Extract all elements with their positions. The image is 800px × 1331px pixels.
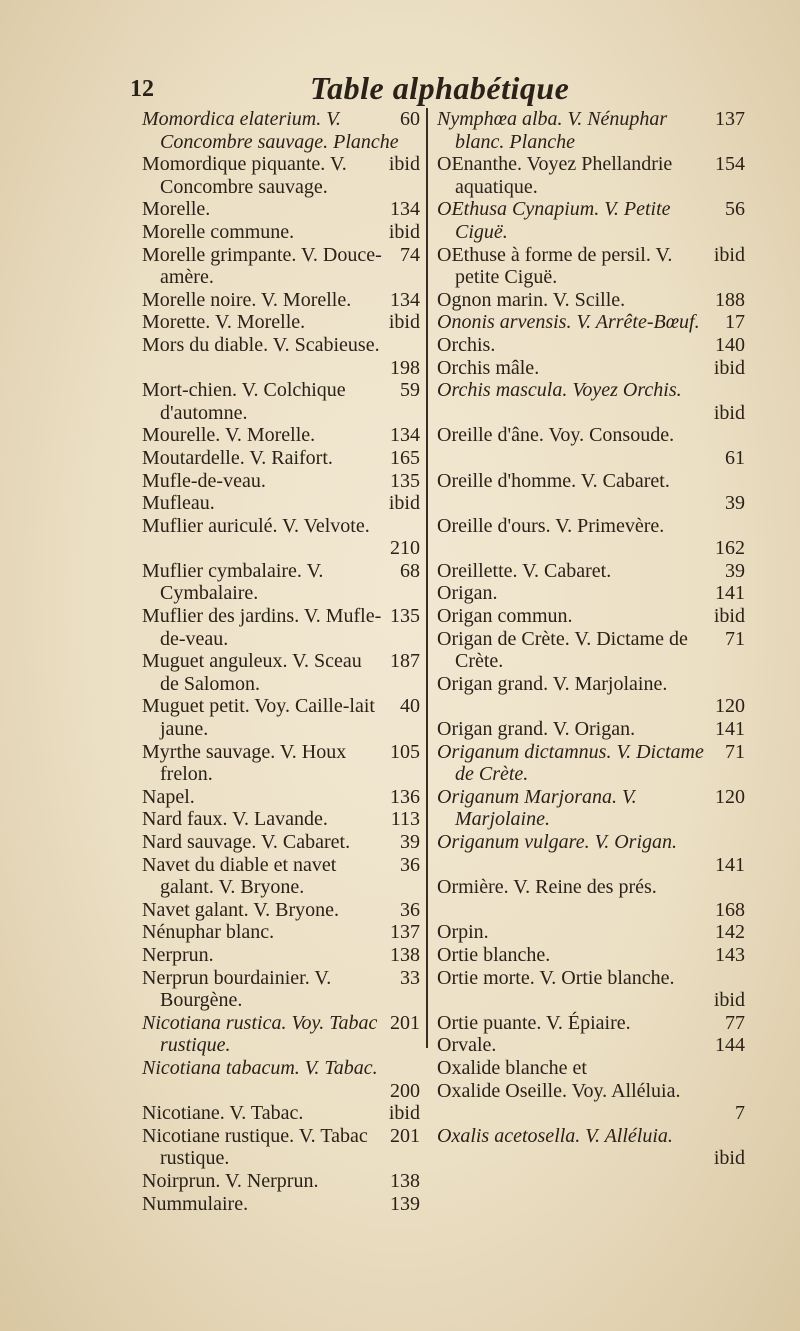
index-entry	[142, 311, 420, 334]
index-entry	[142, 198, 420, 221]
index-entry-page-ref: 141	[715, 853, 745, 876]
index-entry-page-ref: ibid	[713, 243, 745, 266]
index-entry-text: Oxalis acetosella. V. Alléluia.	[437, 1124, 673, 1147]
index-entry	[437, 198, 745, 243]
index-entry	[437, 786, 745, 831]
index-entry-page-ref: ibid	[713, 401, 745, 424]
index-entry-page-ref: 40	[400, 695, 420, 718]
right-column	[437, 108, 745, 1170]
index-entry	[142, 153, 420, 198]
index-entry	[437, 289, 745, 312]
index-entry	[437, 1057, 745, 1080]
index-entry	[142, 605, 420, 650]
index-entry-text: Morette. V. Morelle.	[142, 311, 306, 334]
index-entry-text: Oxalide Oseille. Voy. Alléluia.	[437, 1079, 681, 1102]
index-entry-page-ref: 135	[390, 469, 420, 492]
index-entry	[437, 244, 745, 289]
index-entry	[142, 786, 420, 809]
index-entry-text: OEthuse à forme de persil. V. petite Ciguë.	[437, 243, 673, 289]
index-entry-text: Origan grand. V. Marjolaine.	[437, 672, 668, 695]
index-entry-page-ref: ibid	[713, 989, 745, 1012]
index-entry-text: Origan grand. V. Origan.	[437, 718, 636, 741]
index-entry-page-ref: 134	[390, 424, 420, 447]
index-entry	[142, 1170, 420, 1193]
index-entry-text: Orchis.	[437, 333, 496, 356]
index-entry-text: Muflier auriculé. V. Velvote.	[142, 514, 370, 537]
index-entry-page-ref: 74	[400, 243, 420, 266]
index-entry-page-ref: 60	[400, 108, 420, 130]
index-entry	[142, 741, 420, 786]
index-entry-text: Nard sauvage. V. Cabaret.	[142, 831, 351, 853]
index-entry-text: Mort-chien. V. Colchique d'automne.	[142, 379, 346, 424]
index-entry-text: Muflier des jardins. V. Mufle-de-veau.	[142, 605, 382, 650]
index-entry-text: Origanum dictamnus. V. Dictame de Crète.	[437, 740, 704, 786]
index-entry	[142, 492, 420, 515]
index-entry	[437, 108, 745, 153]
index-entry-page-ref: 134	[390, 198, 420, 221]
index-entry-page-ref: 134	[390, 288, 420, 311]
index-entry	[437, 605, 745, 628]
index-entry	[437, 673, 745, 718]
index-entry	[437, 153, 745, 198]
index-entry-page-ref: 137	[715, 108, 745, 130]
page-header	[130, 70, 690, 110]
index-entry-page-ref: 113	[390, 808, 420, 831]
index-entry-text: Origanum Marjorana. V. Marjolaine.	[437, 785, 637, 831]
index-entry-page-ref: 141	[715, 582, 745, 605]
index-entry	[142, 560, 420, 605]
index-entry-page-ref: 39	[725, 559, 745, 582]
index-entry-page-ref: 138	[390, 943, 420, 966]
index-entry-text: Muguet petit. Voy. Caille-lait jaune.	[142, 695, 375, 741]
index-entry-page-ref: 201	[390, 1011, 420, 1034]
index-entry-page-ref: 56	[725, 198, 745, 221]
index-entry-text: Oxalide blanche et	[437, 1056, 587, 1079]
index-entry-text: Noirprun. V. Nerprun.	[142, 1169, 319, 1192]
index-entry	[437, 379, 745, 424]
index-entry-text: Nicotiana rustica. Voy. Tabac rustique.	[142, 1011, 378, 1057]
index-entry-text: OEnanthe. Voyez Phellandrie aquatique.	[437, 153, 673, 198]
index-entry-text: Nicotiana tabacum. V. Tabac.	[142, 1056, 378, 1079]
index-entry	[142, 899, 420, 922]
index-entry-page-ref: 138	[390, 1169, 420, 1192]
index-entry-text: Orvale.	[437, 1034, 497, 1057]
index-entry-text: Origan.	[437, 582, 498, 605]
index-entry	[437, 424, 745, 469]
index-entry-page-ref: 71	[725, 740, 745, 763]
index-entry-page-ref: 154	[715, 153, 745, 176]
index-entry-text: Mourelle. V. Morelle.	[142, 424, 316, 447]
index-entry	[142, 1193, 420, 1216]
index-entry	[142, 108, 420, 153]
index-entry-page-ref: 77	[725, 1011, 745, 1034]
index-entry-text: Napel.	[142, 785, 195, 808]
index-entry-text: Moutardelle. V. Raifort.	[142, 446, 333, 469]
index-entry-text: Mors du diable. V. Scabieuse.	[142, 333, 380, 356]
index-entry	[437, 876, 745, 921]
index-entry-text: Morelle grimpante. V. Douce-amère.	[142, 243, 382, 289]
index-entry	[142, 1102, 420, 1125]
index-entry-page-ref: 120	[715, 695, 745, 718]
index-entry-text: Ormière. V. Reine des prés.	[437, 876, 657, 899]
index-entry-page-ref: 61	[725, 446, 745, 469]
index-entry-page-ref: 188	[715, 288, 745, 311]
index-entry	[437, 582, 745, 605]
index-entry-page-ref: ibid	[388, 220, 420, 243]
index-entry-text: Nummulaire.	[142, 1192, 249, 1215]
index-entry-text: Origanum vulgare. V. Origan.	[437, 831, 677, 853]
index-entry-text: Oreille d'âne. Voy. Consoude.	[437, 424, 675, 447]
index-entry-text: Orpin.	[437, 921, 489, 944]
page-title: Table alphabétique	[310, 70, 570, 106]
index-entry-page-ref: 201	[390, 1124, 420, 1147]
index-entry	[437, 1034, 745, 1057]
index-entry-text: Muguet anguleux. V. Sceau de Salomon.	[142, 650, 362, 695]
index-entry-page-ref: 141	[715, 718, 745, 741]
index-entry-page-ref: 162	[715, 537, 745, 560]
index-entry	[142, 1012, 420, 1057]
index-entry-page-ref: ibid	[388, 1102, 420, 1125]
index-entry-page-ref: ibid	[713, 605, 745, 628]
index-entry	[437, 628, 745, 673]
index-entry-text: Morelle noire. V. Morelle.	[142, 288, 352, 311]
index-entry	[437, 560, 745, 583]
index-entry	[142, 289, 420, 312]
index-entry-page-ref: 68	[400, 559, 420, 582]
index-entry-text: Oreille d'homme. V. Cabaret.	[437, 469, 670, 492]
index-entry-text: Ortie puante. V. Épiaire.	[437, 1011, 631, 1034]
index-entry-text: Origan commun.	[437, 605, 573, 628]
index-entry-text: Momordica elaterium. V. Concombre sauvage. Planche	[142, 108, 399, 153]
index-entry	[142, 1125, 420, 1170]
index-entry-text: Muflier cymbalaire. V. Cymbalaire.	[142, 559, 324, 605]
index-entry	[142, 808, 420, 831]
index-entry-text: Ortie blanche.	[437, 943, 551, 966]
index-entry	[142, 379, 420, 424]
index-entry-text: Mufle-de-veau.	[142, 469, 266, 492]
index-entry-page-ref: 105	[390, 740, 420, 763]
index-entry-page-ref: 39	[400, 831, 420, 853]
index-entry-text: Morelle commune.	[142, 220, 295, 243]
index-entry	[142, 831, 420, 854]
index-entry-page-ref: ibid	[388, 492, 420, 515]
index-entry-text: Nerprun.	[142, 943, 214, 966]
index-entry-page-ref: 187	[390, 650, 420, 673]
index-entry-text: Orchis mascula. Voyez Orchis.	[437, 379, 682, 402]
index-entry-text: Nerprun bourdainier. V. Bourgène.	[142, 966, 332, 1012]
index-entry	[142, 1057, 420, 1102]
index-entry-page-ref: 139	[390, 1192, 420, 1215]
index-entry	[142, 967, 420, 1012]
index-entry	[437, 944, 745, 967]
index-entry	[142, 515, 420, 560]
index-entry-page-ref: 143	[715, 943, 745, 966]
index-entry-page-ref: 198	[390, 356, 420, 379]
index-entry	[437, 718, 745, 741]
index-entry-text: Nénuphar blanc.	[142, 921, 275, 944]
index-entry-text: Momordique piquante. V. Concombre sauvage.	[142, 153, 347, 198]
index-entry-page-ref: 36	[400, 898, 420, 921]
index-entry-page-ref: 36	[400, 853, 420, 876]
index-entry	[437, 311, 745, 334]
index-entry-page-ref: 210	[390, 537, 420, 560]
index-entry	[142, 470, 420, 493]
index-entry	[437, 1012, 745, 1035]
index-entry	[142, 944, 420, 967]
index-entry-page-ref: 165	[390, 446, 420, 469]
index-entry-page-ref: 71	[725, 627, 745, 650]
index-entry	[437, 831, 745, 876]
index-entry-text: Orchis mâle.	[437, 356, 540, 379]
index-entry-text: Nicotiane. V. Tabac.	[142, 1102, 304, 1125]
index-entry	[437, 470, 745, 515]
index-entry-text: Nard faux. V. Lavande.	[142, 808, 328, 831]
index-entry	[437, 357, 745, 380]
index-entry-text: Oreille d'ours. V. Primevère.	[437, 514, 665, 537]
index-entry-text: Navet du diable et navet galant. V. Bryone.	[142, 853, 337, 899]
page-number: 12	[130, 76, 154, 102]
index-entry-page-ref: 59	[400, 379, 420, 402]
index-entry-text: Mufleau.	[142, 492, 215, 515]
index-entry	[437, 334, 745, 357]
left-column	[142, 108, 420, 1215]
index-entry-text: Morelle.	[142, 198, 211, 221]
index-entry	[142, 424, 420, 447]
index-entry	[142, 221, 420, 244]
index-entry	[437, 921, 745, 944]
index-entry	[142, 695, 420, 740]
index-entry-page-ref: 120	[715, 785, 745, 808]
index-entry	[437, 967, 745, 1012]
index-entry	[142, 650, 420, 695]
index-entry-page-ref: ibid	[713, 1147, 745, 1170]
index-entry-text: Ononis arvensis. V. Arrête-Bœuf.	[437, 311, 700, 334]
index-entry-page-ref: 137	[390, 921, 420, 944]
index-entry-page-ref: 17	[725, 311, 745, 334]
index-entry-text: Ortie morte. V. Ortie blanche.	[437, 966, 675, 989]
index-entry-page-ref: ibid	[713, 356, 745, 379]
index-entry	[142, 244, 420, 289]
index-entry	[142, 921, 420, 944]
index-entry-page-ref: 144	[715, 1034, 745, 1057]
index-entry-text: OEthusa Cynapium. V. Petite Ciguë.	[437, 198, 671, 243]
index-entry-page-ref: 135	[390, 605, 420, 628]
index-entry-page-ref: 200	[390, 1079, 420, 1102]
index-entry-text: Origan de Crète. V. Dictame de Crète.	[437, 627, 688, 673]
index-entry	[437, 1125, 745, 1170]
index-entry	[437, 1080, 745, 1125]
index-entry	[437, 741, 745, 786]
index-entry-page-ref: 39	[725, 492, 745, 515]
index-entry	[142, 334, 420, 379]
index-entry-page-ref: 7	[735, 1102, 745, 1125]
index-entry-page-ref: ibid	[388, 153, 420, 176]
index-entry-text: Nymphœa alba. V. Nénuphar blanc. Planche	[437, 108, 668, 153]
index-entry-page-ref: 33	[400, 966, 420, 989]
column-divider	[426, 108, 428, 1048]
index-entry	[142, 447, 420, 470]
index-entry-text: Ognon marin. V. Scille.	[437, 288, 626, 311]
index-entry-page-ref: 168	[715, 898, 745, 921]
index-entry-text: Myrthe sauvage. V. Houx frelon.	[142, 740, 347, 786]
index-entry	[142, 854, 420, 899]
index-entry-text: Navet galant. V. Bryone.	[142, 898, 340, 921]
index-entry	[437, 515, 745, 560]
index-entry-page-ref: ibid	[388, 311, 420, 334]
index-entry-page-ref: 140	[715, 333, 745, 356]
index-entry-page-ref: 142	[715, 921, 745, 944]
index-entry-text: Nicotiane rustique. V. Tabac rustique.	[142, 1124, 368, 1170]
index-entry-text: Oreillette. V. Cabaret.	[437, 559, 612, 582]
index-entry-page-ref: 136	[390, 785, 420, 808]
